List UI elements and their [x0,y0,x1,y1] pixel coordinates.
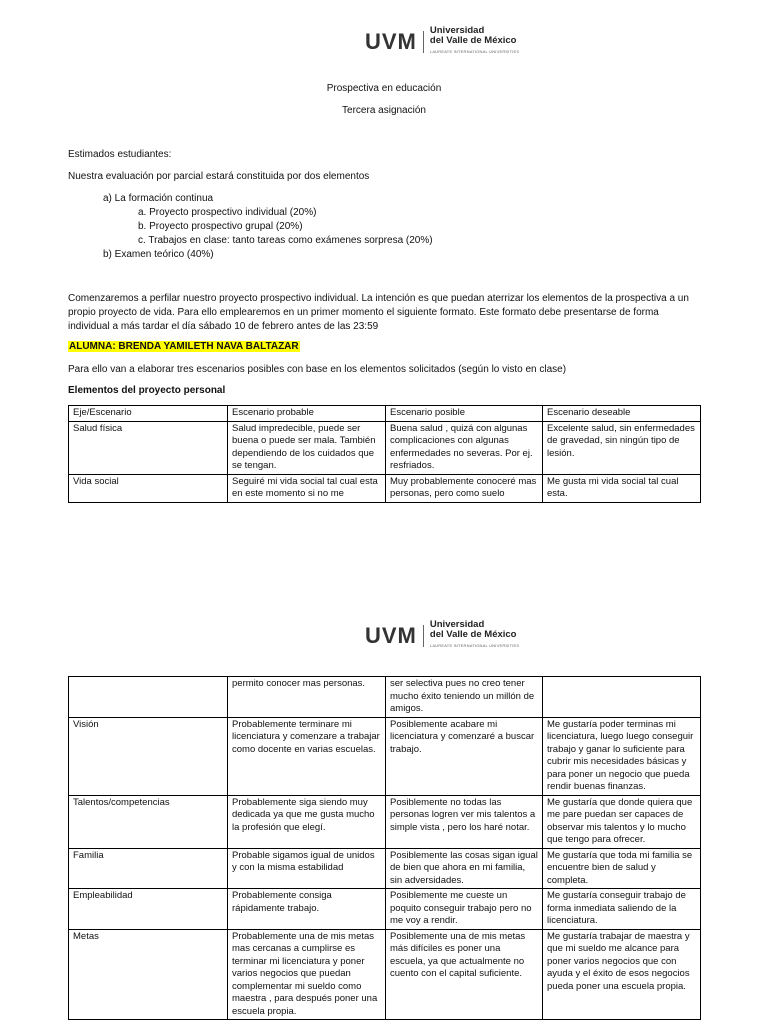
logo-line-3: LAUREATE INTERNATIONAL UNIVERSITIES [429,49,520,54]
table-cell: Me gustaría conseguir trabajo de forma inmediata saliendo de la licenciatura. [543,889,701,930]
table-row [69,677,701,718]
logo-divider [423,625,424,647]
table-cell: Posiblemente una de mis metas más difíciles es poner una escuela, ya que actualmente no cuento con el capital suficiente. [386,929,543,1020]
table-cell: Posiblemente las cosas sigan igual de bien que ahora en mi familia, sin adversidades. [386,848,543,889]
logo-line-2: del Valle de México [429,35,517,46]
logo-line-2: del Valle de México [429,629,517,640]
table-cell: Probablemente consiga rápidamente trabajo. [228,889,386,930]
greeting: Estimados estudiantes: [68,149,172,160]
table-cell: permito conocer mas personas. [228,677,386,718]
table-cell: Empleabilidad [69,889,228,930]
table-cell: Metas [69,929,228,1020]
table-row [69,421,701,474]
table-cell: Posiblemente me cueste un poquito conseguir trabajo pero no me voy a rendir. [386,889,543,930]
list-item-a2: b. Proyecto prospectivo grupal (20%) [138,221,303,232]
document-subtitle: Tercera asignación [342,105,426,116]
header-possible: Escenario posible [386,406,543,422]
table-cell: Visión [69,717,228,795]
student-name: ALUMNA: BRENDA YAMILETH NAVA BALTAZAR [69,341,299,352]
logo-university-name [430,620,519,651]
document-title: Prospectiva en educación [326,83,442,94]
list-item-a1: a. Proyecto prospectivo individual (20%) [138,207,317,218]
table-cell: Salud impredecible, puede ser buena o puede ser mala. También dependiendo de los cuidados que se tengan. [228,421,386,474]
table-row [69,889,701,930]
header-desirable: Escenario deseable [543,406,701,422]
table-cell: Me gustaría trabajar de maestra y que mi sueldo me alcance para poner varios negocios que con ayuda y el éxito de esos negocios pueda poner una escuela propia. [543,929,701,1020]
table-cell: Me gustaría poder terminas mi licenciatura, luego luego conseguir trabajo y ganar lo suficiente para cubrir mis necesidades básicas y para poner un negocio que pueda rendir buenas finanzas. [543,717,701,795]
list-item-b: b) Examen teórico (40%) [103,249,214,260]
table-row [69,848,701,889]
table-cell: Posiblemente acabare mi licenciatura y comenzaré a buscar trabajo. [386,717,543,795]
table-row [69,795,701,848]
project-table-page-2 [68,676,701,1020]
table-cell: Me gustaría que toda mi familia se encuentre bien de salud y completa. [543,848,701,889]
table-header-row [69,406,701,422]
table-cell: Probablemente terminare mi licenciatura y comenzare a trabajar como docente en varias escuelas. [228,717,386,795]
logo-mark: UVM [365,622,417,648]
list-item-a3: c. Trabajos en clase: tanto tareas como exámenes sorpresa (20%) [138,235,433,246]
table-cell [69,677,228,718]
logo-line-1: Universidad [429,25,485,36]
logo-mark: UVM [365,28,417,54]
table-cell: Buena salud , quizá con algunas complicaciones con algunas enfermedades no severas. Por ej. resfriados. [386,421,543,474]
scenario-instruction: Para ello van a elaborar tres escenarios posibles con base en los elementos solicitados (según lo visto en clase) [68,364,567,375]
table-cell: Vida social [69,474,228,502]
table-cell: Probablemente una de mis metas mas cercanas a cumplirse es terminar mi licenciatura y poner varios negocios que puedan complementar mi sueldo como maestra , para después poner una escuela propia. [228,929,386,1020]
table-row [69,474,701,502]
table-cell: Posiblemente no todas las personas logren ver mis talentos a simple vista , pero los haré notar. [386,795,543,848]
header-probable: Escenario probable [228,406,386,422]
table-cell: Seguiré mi vida social tal cual esta en este momento si no me [228,474,386,502]
instructions-paragraph: Comenzaremos a perfilar nuestro proyecto prospectivo individual. La intención es que puedan aterrizar los elementos de la prospectiva a un propio proyecto de vida. Para ello emplearemos en un primer momento el siguiente formato. Este formato debe presentarse de forma individual a más tardar el día sábado 10 de febrero antes de las 23:59 [68,293,689,332]
table-cell [543,677,701,718]
table-cell: Me gusta mi vida social tal cual esta. [543,474,701,502]
logo-line-1: Universidad [429,619,485,630]
table-cell: Probablemente siga siendo muy dedicada ya que me gusta mucho la profesión que elegí. [228,795,386,848]
logo-university-name [430,26,519,57]
uvm-logo [365,26,519,57]
table-cell: ser selectiva pues no creo tener mucho éxito teniendo un millón de amigos. [386,677,543,718]
project-table-page-1 [68,405,701,503]
table-cell: Salud física [69,421,228,474]
table-row [69,717,701,795]
table-cell: Probable sigamos igual de unidos y con la misma estabilidad [228,848,386,889]
table-cell: Familia [69,848,228,889]
list-item-a: a) La formación continua [103,193,214,204]
logo-divider [423,31,424,53]
table-cell: Me gustaría que donde quiera que me pare puedan ser capaces de observar mis talentos y lo mucho que tengo para ofrecer. [543,795,701,848]
intro-text: Nuestra evaluación por parcial estará constituida por dos elementos [68,171,370,182]
table-cell: Muy probablemente conoceré mas personas, pero como suelo [386,474,543,502]
logo-line-3: LAUREATE INTERNATIONAL UNIVERSITIES [429,643,520,648]
uvm-logo-page-2 [365,620,519,651]
table-cell: Excelente salud, sin enfermedades de gravedad, sin ningún tipo de lesión. [543,421,701,474]
table-cell: Talentos/competencias [69,795,228,848]
header-axis: Eje/Escenario [69,406,228,422]
table-row [69,929,701,1020]
table-title: Elementos del proyecto personal [68,385,226,396]
